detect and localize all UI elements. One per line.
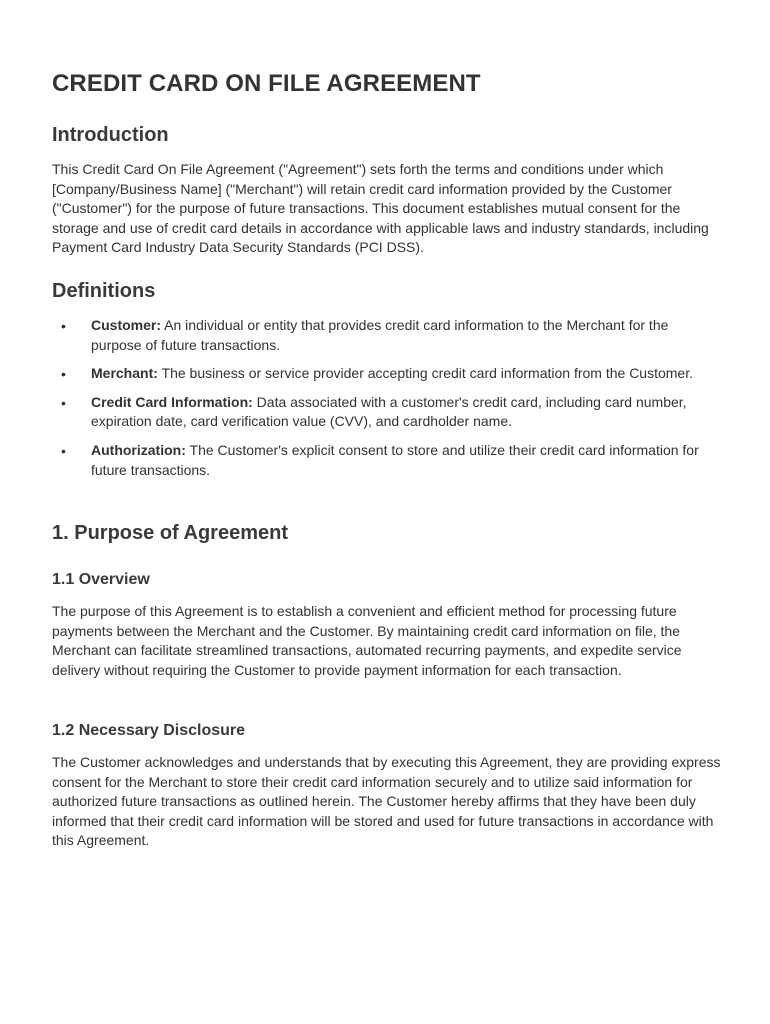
purpose-heading: 1. Purpose of Agreement bbox=[52, 522, 288, 544]
overview-heading-block bbox=[52, 571, 722, 589]
introduction-section bbox=[52, 124, 722, 147]
disclosure-body-block bbox=[52, 753, 722, 851]
definitions-list-block bbox=[52, 316, 722, 480]
definition-text: The Customer's explicit consent to store and utilize their credit card information for future transactions. bbox=[91, 441, 699, 478]
definition-term: Authorization: bbox=[91, 441, 186, 458]
definitions-list bbox=[52, 316, 722, 480]
definitions-heading: Definitions bbox=[52, 280, 156, 302]
introduction-paragraph: This Credit Card On File Agreement ("Agreement") sets forth the terms and conditions under which [Company/Business Name] ("Merchant") will retain credit card information provided by the Customer ("Customer") for the purpose of future transactions. This document establishes mutual consent for the storage and use of credit card details in accordance with applicable laws and industry standards, including Payment Card Industry Data Security Standards (PCI DSS). bbox=[52, 161, 709, 256]
overview-heading: 1.1 Overview bbox=[52, 571, 150, 588]
overview-body-block bbox=[52, 602, 722, 680]
bullet-icon: • bbox=[61, 394, 66, 411]
definition-item bbox=[52, 316, 722, 355]
definition-item bbox=[52, 364, 722, 384]
bullet-icon: • bbox=[61, 442, 66, 459]
disclosure-paragraph: The Customer acknowledges and understands that by executing this Agreement, they are providing express consent for the Merchant to store their credit card information securely and to utilize said information for authorized future transactions as outlined herein. The Customer hereby affirms that they have been duly informed that their credit card information will be stored and used for future transactions in accordance with this Agreement. bbox=[52, 754, 721, 849]
definition-term: Customer: bbox=[91, 317, 162, 333]
introduction-heading: Introduction bbox=[52, 124, 169, 146]
definition-text: The business or service provider accepting credit card information from the Customer. bbox=[157, 365, 693, 382]
definition-term: Merchant: bbox=[91, 365, 158, 382]
definitions-heading-block bbox=[52, 280, 722, 303]
definition-item bbox=[52, 441, 722, 480]
definition-text: An individual or entity that provides credit card information to the Merchant for the purpose of future transactions. bbox=[91, 317, 669, 353]
introduction-body-block bbox=[52, 160, 722, 258]
definition-item bbox=[52, 393, 722, 432]
document-title: CREDIT CARD ON FILE AGREEMENT bbox=[52, 70, 481, 97]
definition-text: Data associated with a customer's credit card, including card number, expiration date, card verification value (CVV), and cardholder name. bbox=[91, 393, 687, 430]
overview-paragraph: The purpose of this Agreement is to establish a convenient and efficient method for processing future payments between the Merchant and the Customer. By maintaining credit card information on file, the Merchant can facilitate streamlined transactions, automated recurring payments, and expedite service delivery without requiring the Customer to provide payment information for each transaction. bbox=[52, 603, 682, 678]
bullet-icon: • bbox=[61, 318, 66, 334]
purpose-heading-block bbox=[52, 522, 722, 545]
bullet-icon: • bbox=[61, 366, 66, 383]
disclosure-heading-block bbox=[52, 722, 722, 740]
definition-term: Credit Card Information: bbox=[91, 393, 253, 410]
disclosure-heading: 1.2 Necessary Disclosure bbox=[52, 722, 246, 739]
